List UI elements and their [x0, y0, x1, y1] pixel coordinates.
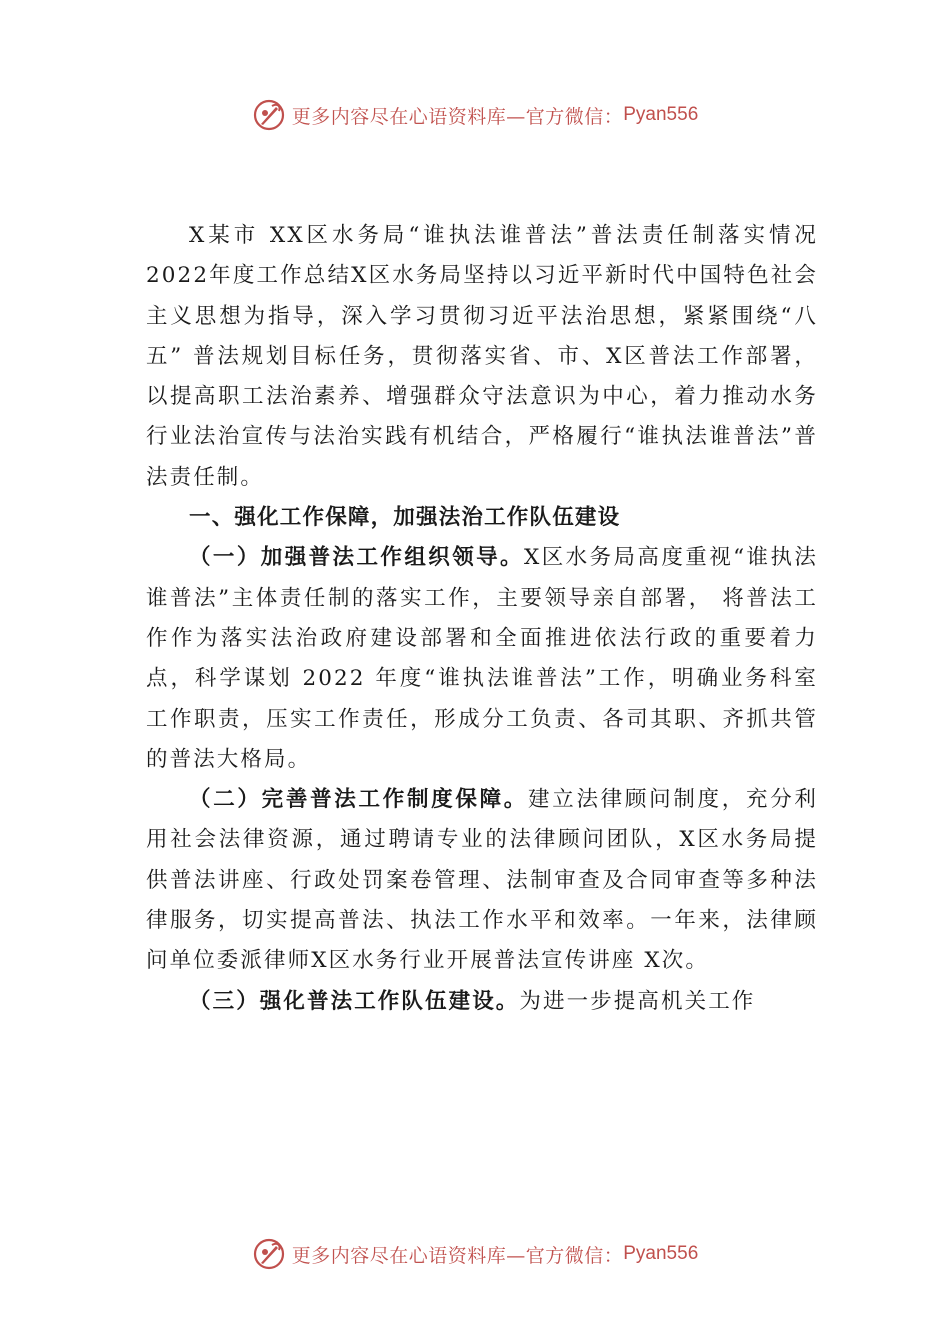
item-paragraph-2	[146, 780, 818, 981]
item-paragraph-3	[146, 982, 818, 1022]
quill-pen-logo-icon	[252, 98, 286, 132]
item-body-2: 建立法律顾问制度，充分利用社会法律资源，通过聘请专业的法律顾问团队，X区水务局提供普法讲座、行政处罚案卷管理、法制审查及合同审查等多种法律服务，切实提高普法、执法工作水平和效率。一年来，法律顾问单位委派律师X区水务行业开展普法宣传讲座 X次。	[146, 787, 819, 974]
item-body-1: X区水务局高度重视“谁执法谁普法”主体责任制的落实工作，主要领导亲自部署， 将普法工作作为落实法治政府建设部署和全面推进依法行政的重要着力点，科学谋划 2022 年度“谁执法谁普法”工作，明确业务科室工作职责，压实工作责任，形成分工负责、各司其职、齐抓共管的普法大格局。	[146, 545, 818, 772]
wechat-id: Pyan556	[623, 104, 699, 125]
header-watermark	[0, 95, 950, 135]
item-paragraph-1	[146, 538, 818, 780]
footer-watermark	[0, 1234, 950, 1274]
watermark-text: 更多内容尽在心语资料库—官方微信：	[291, 1244, 624, 1267]
item-lead-1: （一）加强普法工作组织领导。	[189, 545, 524, 571]
section-heading-1: 一、强化工作保障，加强法治工作队伍建设	[189, 505, 621, 531]
document-body	[146, 216, 818, 1022]
intro-paragraph: X某市 XX区水务局“谁执法谁普法”普法责任制落实情况 2022年度工作总结X区水务局坚持以习近平新时代中国特色社会主义思想为指导，深入学习贯彻习近平法治思想，紧紧围绕“八五” 普法规划目标任务，贯彻落实省、市、X区普法工作部署， 以提高职工法治素养、增强群众守法意识为中心，着力推动水务行业法治宣传与法治实践有机结合，严格履行“谁执法谁普法”普法责任制。	[146, 223, 818, 490]
wechat-id: Pyan556	[623, 1243, 699, 1264]
watermark-text: 更多内容尽在心语资料库—官方微信：	[291, 105, 624, 128]
item-body-3: 为进一步提高机关工作	[519, 988, 756, 1014]
quill-pen-logo-icon	[252, 1237, 286, 1271]
item-lead-2: （二）完善普法工作制度保障。	[189, 787, 529, 813]
item-lead-3: （三）强化普法工作队伍建设。	[189, 988, 520, 1014]
